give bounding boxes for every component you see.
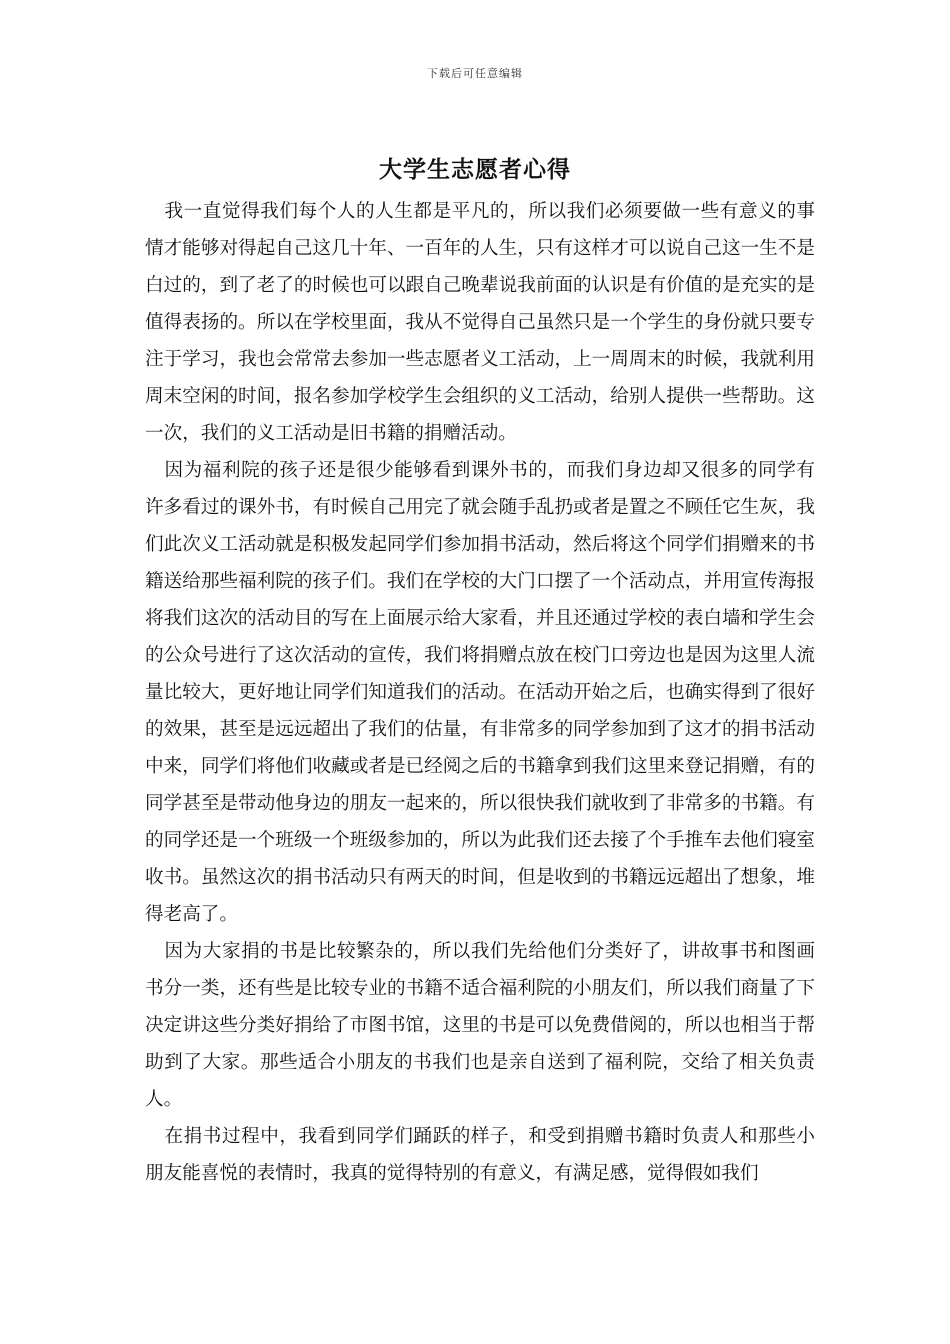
document-body bbox=[145, 193, 815, 1192]
page-header-note: 下载后可任意编辑 bbox=[427, 67, 523, 80]
paragraph-4: 在捐书过程中，我看到同学们踊跃的样子，和受到捐赠书籍时负责人和那些小朋友能喜悦的表情时，我真的觉得特别的有意义，有满足感，觉得假如我们 bbox=[145, 1126, 815, 1184]
document-title: 大学生志愿者心得 bbox=[379, 156, 571, 183]
paragraph-3: 因为大家捐的书是比较繁杂的，所以我们先给他们分类好了，讲故事书和图画书分一类，还有些是比较专业的书籍不适合福利院的小朋友们，所以我们商量了下决定讲这些分类好捐给了市图书馆，这里的书是可以免费借阅的，所以也相当于帮助到了大家。那些适合小朋友的书我们也是亲自送到了福利院，交给了相关负责人。 bbox=[145, 941, 815, 1110]
paragraph-2: 因为福利院的孩子还是很少能够看到课外书的，而我们身边却又很多的同学有许多看过的课外书，有时候自己用完了就会随手乱扔或者是置之不顾任它生灰，我们此次义工活动就是积极发起同学们参加捐书活动，然后将这个同学们捐赠来的书籍送给那些福利院的孩子们。我们在学校的大门口摆了一个活动点，并用宣传海报将我们这次的活动目的写在上面展示给大家看，并且还通过学校的表白墙和学生会的公众号进行了这次活动的宣传，我们将捐赠点放在校门口旁边也是因为这里人流量比较大，更好地让同学们知道我们的活动。在活动开始之后，也确实得到了很好的效果，甚至是远远超出了我们的估量，有非常多的同学参加到了这才的捐书活动中来，同学们将他们收藏或者是已经阅之后的书籍拿到我们这里来登记捐赠，有的同学甚至是带动他身边的朋友一起来的，所以很快我们就收到了非常多的书籍。有的同学还是一个班级一个班级参加的，所以为此我们还去接了个手推车去他们寝室收书。虽然这次的捐书活动只有两天的时间，但是收到的书籍远远超出了想象，堆得老高了。 bbox=[145, 460, 815, 925]
paragraph-1: 我一直觉得我们每个人的人生都是平凡的，所以我们必须要做一些有意义的事情才能够对得起自己这几十年、一百年的人生，只有这样才可以说自己这一生不是白过的，到了老了的时候也可以跟自己晚辈说我前面的认识是有价值的是充实的是值得表扬的。所以在学校里面，我从不觉得自己虽然只是一个学生的身份就只要专注于学习，我也会常常去参加一些志愿者义工活动，上一周周末的时候，我就利用周末空闲的时间，报名参加学校学生会组织的义工活动，给别人提供一些帮助。这一次，我们的义工活动是旧书籍的捐赠活动。 bbox=[145, 201, 815, 444]
